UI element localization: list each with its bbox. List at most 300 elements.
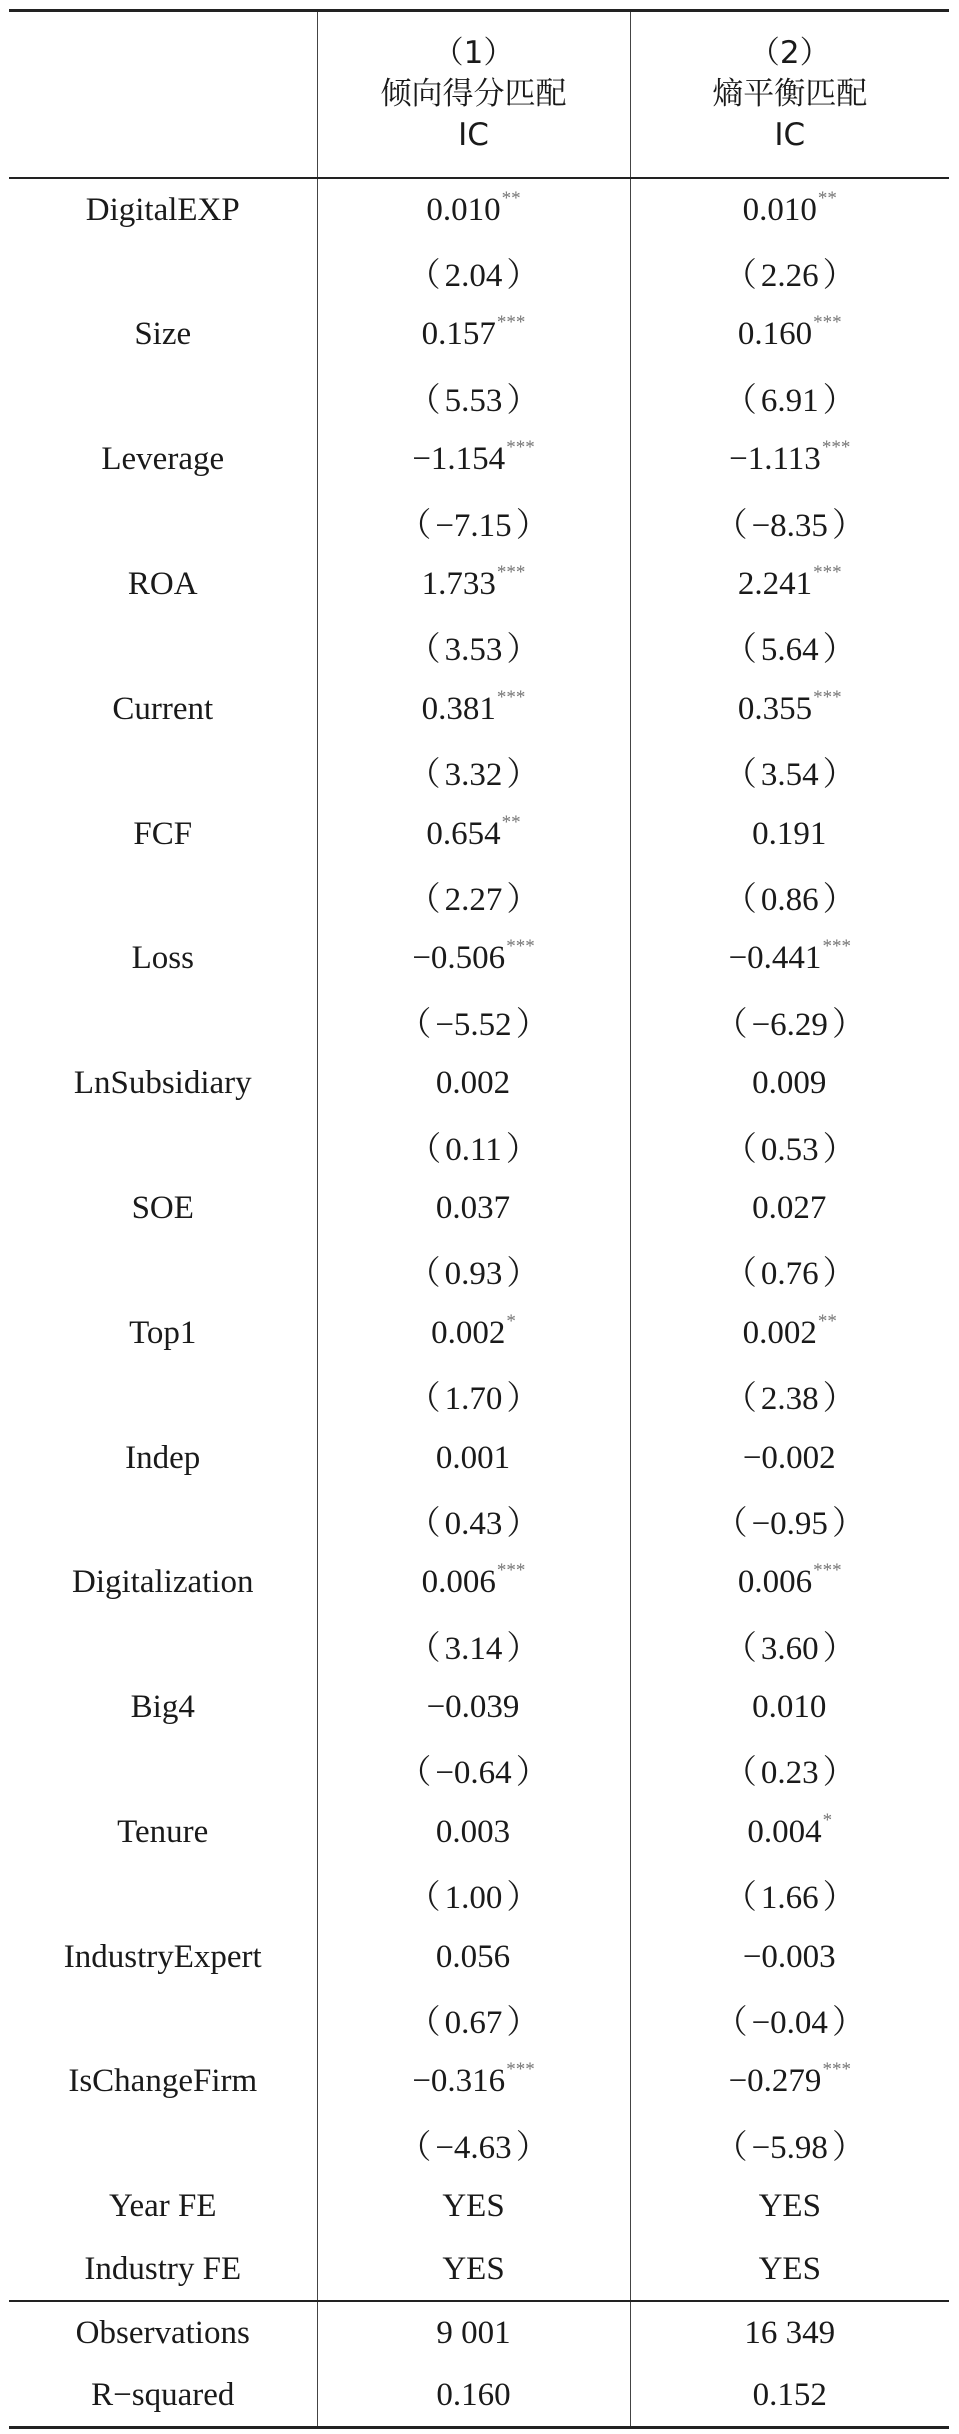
tstat-value: 0.53 [760, 1131, 819, 1168]
tstat-value: −8.35 [751, 507, 828, 544]
tstat-value: 5.64 [760, 632, 819, 669]
paren-open: （ [723, 881, 757, 918]
coef-cell-c1 [317, 928, 630, 990]
table-row [9, 803, 949, 865]
coefficient-value: 0.056 [435, 1938, 511, 1975]
table-row [9, 178, 949, 241]
table-row-tstat [9, 491, 949, 553]
coef-cell-c1 [317, 1552, 630, 1614]
tstat-cell-c1 [317, 1240, 630, 1302]
coefficient-value: −0.506 [412, 940, 506, 977]
tstat-value: 3.54 [760, 757, 819, 794]
paren-open: （ [723, 1630, 757, 1667]
paren-close: ） [506, 1505, 540, 1542]
tstat-cell-c2 [630, 366, 949, 428]
tstat-cell-c2 [630, 1115, 949, 1177]
table-row [9, 1926, 949, 1988]
header-col2 [630, 11, 949, 179]
paren-close: ） [515, 2129, 549, 2166]
fe-label: Year FE [108, 2188, 217, 2225]
tstat-cell-c1 [317, 1115, 630, 1177]
paren-open: （ [723, 1755, 757, 1792]
table-row [9, 1801, 949, 1863]
table-row-tstat [9, 1614, 949, 1676]
table-row-tstat [9, 1240, 949, 1302]
paren-close: ） [506, 382, 540, 419]
row-label: Current [112, 690, 214, 727]
summary-label: R−squared [9, 2364, 317, 2428]
fe-value-c2: YES [630, 2176, 949, 2238]
coefficient-value: 2.241 [737, 566, 813, 603]
significance-stars: *** [496, 562, 526, 584]
row-label-empty [9, 1240, 317, 1302]
tstat-cell-c2 [630, 241, 949, 303]
coef-cell-c2 [630, 304, 949, 366]
coef-cell-c1 [317, 1052, 630, 1114]
coefficient-value: −0.279 [728, 2063, 822, 2100]
row-label: SOE [131, 1189, 194, 1226]
row-label: DigitalEXP [85, 191, 240, 228]
fixed-effect-row [9, 2238, 949, 2301]
row-label: Big4 [130, 1689, 195, 1726]
paren-open: （ [714, 1505, 748, 1542]
tstat-value: 1.00 [444, 1880, 503, 1917]
paren-open: （ [398, 2129, 432, 2166]
significance-stars: *** [822, 936, 851, 958]
row-label: IsChangeFirm [68, 2063, 258, 2100]
paren-close: ） [831, 507, 865, 544]
paren-open: （ [723, 632, 757, 669]
tstat-value: 3.60 [760, 1630, 819, 1667]
summary-value-c2: 0.152 [630, 2364, 949, 2428]
header-col1 [317, 11, 630, 179]
coefficient-value: 0.160 [737, 316, 813, 353]
paren-open: （ [398, 1006, 432, 1043]
coefficient-value: −0.441 [728, 940, 822, 977]
tstat-cell-c2 [630, 616, 949, 678]
table-row [9, 678, 949, 740]
paren-open: （ [407, 2005, 441, 2042]
tstat-cell-c1 [317, 1739, 630, 1801]
tstat-cell-c2 [630, 1739, 949, 1801]
tstat-cell-c1 [317, 1489, 630, 1551]
coefficient-value: 1.733 [421, 566, 496, 603]
table-header [9, 11, 949, 179]
table-row [9, 1427, 949, 1489]
paren-open: （ [407, 258, 441, 295]
paren-close: ） [822, 1381, 856, 1418]
row-label-empty [9, 990, 317, 1052]
tstat-value: 3.32 [444, 757, 503, 794]
regression-table [9, 9, 949, 2429]
significance-stars: ** [501, 187, 521, 209]
fe-value-c2: YES [630, 2238, 949, 2301]
coef-cell-c2 [630, 928, 949, 990]
significance-stars: *** [496, 1560, 526, 1582]
paren-open: （ [714, 1006, 748, 1043]
paren-open: （ [407, 1880, 441, 1917]
coefficient-value: 0.006 [737, 1564, 813, 1601]
paren-open: （ [398, 1755, 432, 1792]
paren-open: （ [407, 632, 441, 669]
coef-cell-c2 [630, 553, 949, 615]
paren-close: ） [831, 1505, 865, 1542]
row-label: Loss [131, 940, 194, 977]
row-label-empty [9, 2113, 317, 2175]
col1-number: （1） [432, 35, 515, 71]
tstat-cell-c2 [630, 1364, 949, 1426]
row-label: Leverage [101, 441, 225, 478]
tstat-value: −0.04 [751, 2005, 828, 2042]
significance-stars: * [822, 1809, 833, 1831]
paren-close: ） [822, 632, 856, 669]
paren-close: ） [822, 1880, 856, 1917]
paren-close: ） [515, 507, 549, 544]
paren-close: ） [822, 258, 856, 295]
paren-close: ） [831, 2005, 865, 2042]
summary-row [9, 2364, 949, 2428]
row-label-empty [9, 616, 317, 678]
coef-cell-c1 [317, 1302, 630, 1364]
significance-stars: *** [813, 686, 842, 708]
fe-value-c1: YES [317, 2238, 630, 2301]
row-label-empty [9, 1988, 317, 2050]
table-row [9, 928, 949, 990]
tstat-cell-c1 [317, 1864, 630, 1926]
row-label-empty [9, 1489, 317, 1551]
row-label: Digitalization [72, 1564, 254, 1601]
tstat-cell-c2 [630, 491, 949, 553]
header-corner [9, 11, 317, 179]
coef-cell-c2 [630, 1676, 949, 1738]
paren-open: （ [407, 382, 441, 419]
row-label-empty [9, 1364, 317, 1426]
paren-close: ） [822, 1755, 856, 1792]
tstat-value: 6.91 [760, 382, 819, 419]
paren-open: （ [723, 1880, 757, 1917]
fe-label: Industry FE [84, 2250, 242, 2287]
paren-open: （ [723, 757, 757, 794]
paren-close: ） [506, 757, 540, 794]
coef-cell-c2 [630, 1552, 949, 1614]
paren-close: ） [506, 2005, 540, 2042]
row-label-empty [9, 241, 317, 303]
summary-label: Observations [9, 2301, 317, 2364]
tstat-value: 0.11 [445, 1131, 502, 1168]
tstat-value: 0.67 [444, 2005, 503, 2042]
tstat-cell-c1 [317, 990, 630, 1052]
paren-open: （ [407, 1505, 441, 1542]
paren-close: ） [506, 881, 540, 918]
coefficient-value: 0.191 [752, 815, 827, 852]
paren-close: ） [506, 632, 540, 669]
tstat-value: −6.29 [751, 1006, 828, 1043]
paren-close: ） [831, 1006, 865, 1043]
significance-stars: ** [817, 1310, 837, 1332]
coef-cell-c2 [630, 803, 949, 865]
paren-close: ） [506, 1381, 540, 1418]
paren-open: （ [723, 1381, 757, 1418]
tstat-value: 2.38 [760, 1381, 819, 1418]
table-row-tstat [9, 1988, 949, 2050]
coef-cell-c1 [317, 553, 630, 615]
coef-cell-c1 [317, 1427, 630, 1489]
coefficient-value: −0.039 [426, 1689, 520, 1726]
coefficient-value: 0.009 [752, 1065, 827, 1102]
coefficient-value: 0.157 [421, 316, 496, 353]
coef-cell-c2 [630, 1801, 949, 1863]
paren-close: ） [822, 881, 856, 918]
tstat-value: −0.64 [435, 1755, 512, 1792]
tstat-value: 1.70 [444, 1381, 503, 1418]
row-label-empty [9, 366, 317, 428]
table-row-tstat [9, 241, 949, 303]
tstat-value: 2.04 [444, 258, 503, 295]
tstat-cell-c1 [317, 2113, 630, 2175]
col1-title: 倾向得分匹配 [380, 76, 567, 112]
tstat-value: 0.43 [444, 1505, 503, 1542]
tstat-value: 0.93 [444, 1256, 503, 1293]
col2-number: （2） [748, 35, 831, 71]
significance-stars: *** [813, 1560, 842, 1582]
table-row [9, 1552, 949, 1614]
row-label-empty [9, 491, 317, 553]
table-row-tstat [9, 1364, 949, 1426]
row-label-empty [9, 865, 317, 927]
coefficient-value: 0.037 [435, 1189, 511, 1226]
coef-cell-c1 [317, 803, 630, 865]
paren-open: （ [714, 507, 748, 544]
paren-close: ） [506, 1880, 540, 1917]
coef-cell-c1 [317, 1676, 630, 1738]
significance-stars: ** [501, 811, 521, 833]
coefficient-value: 0.002 [431, 1314, 506, 1351]
tstat-cell-c2 [630, 2113, 949, 2175]
tstat-cell-c2 [630, 1988, 949, 2050]
coefficient-value: 0.010 [742, 191, 817, 228]
table-row-tstat [9, 616, 949, 678]
paren-open: （ [407, 881, 441, 918]
tstat-value: −5.98 [751, 2129, 828, 2166]
tstat-cell-c1 [317, 241, 630, 303]
table-row-tstat [9, 366, 949, 428]
row-label-empty [9, 741, 317, 803]
significance-stars: *** [506, 2059, 535, 2081]
coef-cell-c2 [630, 1177, 949, 1239]
table-row [9, 553, 949, 615]
coefficient-value: −0.002 [742, 1439, 836, 1476]
table-row-tstat [9, 2113, 949, 2175]
row-label: Tenure [117, 1813, 209, 1850]
coefficient-value: 0.001 [435, 1439, 511, 1476]
row-label: Top1 [129, 1314, 197, 1351]
table-row-tstat [9, 1115, 949, 1177]
significance-stars: *** [506, 437, 535, 459]
tstat-cell-c2 [630, 1864, 949, 1926]
paren-close: ） [822, 757, 856, 794]
coef-cell-c2 [630, 678, 949, 740]
paren-open: （ [723, 258, 757, 295]
coefficient-value: 0.027 [752, 1189, 827, 1226]
coef-cell-c1 [317, 1801, 630, 1863]
paren-open: （ [398, 507, 432, 544]
paren-close: ） [505, 1131, 539, 1168]
coefficient-value: 0.010 [426, 191, 501, 228]
coefficient-value: −1.154 [412, 441, 506, 478]
table-footer [9, 2301, 949, 2428]
coef-cell-c1 [317, 678, 630, 740]
table-row-tstat [9, 1739, 949, 1801]
tstat-value: 3.53 [444, 632, 503, 669]
summary-row [9, 2301, 949, 2364]
paren-open: （ [714, 2129, 748, 2166]
tstat-value: 5.53 [444, 382, 503, 419]
row-label: ROA [127, 566, 198, 603]
table-row [9, 1302, 949, 1364]
coef-cell-c2 [630, 178, 949, 241]
coef-cell-c2 [630, 429, 949, 491]
tstat-cell-c1 [317, 1988, 630, 2050]
row-label: Indep [125, 1439, 201, 1476]
coefficient-value: 0.004 [747, 1813, 822, 1850]
tstat-value: 0.23 [760, 1755, 819, 1792]
table-row-tstat [9, 1864, 949, 1926]
coefficient-value: 0.006 [421, 1564, 496, 1601]
summary-value-c2: 16 349 [630, 2301, 949, 2364]
paren-open: （ [408, 1131, 442, 1168]
coef-cell-c1 [317, 178, 630, 241]
row-label: LnSubsidiary [73, 1065, 252, 1102]
tstat-value: 0.76 [760, 1256, 819, 1293]
tstat-value: 2.26 [760, 258, 819, 295]
tstat-cell-c1 [317, 1364, 630, 1426]
tstat-cell-c1 [317, 865, 630, 927]
significance-stars: *** [496, 312, 526, 334]
coefficient-value: −0.003 [742, 1938, 836, 1975]
significance-stars: *** [813, 312, 842, 334]
col1-dependent-var: IC [458, 117, 489, 153]
row-label-empty [9, 1864, 317, 1926]
row-label: Size [134, 316, 192, 353]
col2-title: 熵平衡匹配 [712, 76, 868, 112]
row-label-empty [9, 1614, 317, 1676]
table-row [9, 1177, 949, 1239]
paren-close: ） [831, 2129, 865, 2166]
significance-stars: * [506, 1310, 516, 1332]
tstat-cell-c1 [317, 1614, 630, 1676]
significance-stars: *** [821, 437, 851, 459]
paren-close: ） [822, 382, 856, 419]
paren-open: （ [714, 2005, 748, 2042]
significance-stars: ** [817, 187, 837, 209]
paren-close: ） [515, 1755, 549, 1792]
tstat-value: 3.14 [444, 1630, 503, 1667]
table-body [9, 178, 949, 2301]
paren-close: ） [506, 1256, 540, 1293]
paren-open: （ [723, 1131, 757, 1168]
coef-cell-c2 [630, 1052, 949, 1114]
table-row [9, 304, 949, 366]
coef-cell-c1 [317, 1926, 630, 1988]
tstat-cell-c2 [630, 741, 949, 803]
paren-open: （ [723, 1256, 757, 1293]
paren-close: ） [515, 1006, 549, 1043]
tstat-cell-c2 [630, 990, 949, 1052]
paren-close: ） [506, 1630, 540, 1667]
paren-open: （ [407, 1630, 441, 1667]
coef-cell-c2 [630, 1302, 949, 1364]
significance-stars: *** [496, 686, 526, 708]
tstat-value: −4.63 [435, 2129, 512, 2166]
coef-cell-c2 [630, 1926, 949, 1988]
tstat-value: −0.95 [751, 1505, 828, 1542]
tstat-value: −7.15 [435, 507, 512, 544]
table-row [9, 2051, 949, 2113]
table-row-tstat [9, 741, 949, 803]
tstat-cell-c1 [317, 741, 630, 803]
fe-value-c1: YES [317, 2176, 630, 2238]
table-row-tstat [9, 865, 949, 927]
significance-stars: *** [506, 936, 535, 958]
summary-value-c1: 9 001 [317, 2301, 630, 2364]
row-label: FCF [133, 815, 193, 852]
coef-cell-c1 [317, 1177, 630, 1239]
paren-open: （ [407, 1381, 441, 1418]
coefficient-value: −0.316 [412, 2063, 506, 2100]
coefficient-value: 0.381 [421, 690, 496, 727]
tstat-cell-c1 [317, 616, 630, 678]
table-row-tstat [9, 1489, 949, 1551]
coefficient-value: −1.113 [729, 441, 821, 478]
coefficient-value: 0.355 [737, 690, 813, 727]
row-label: IndustryExpert [63, 1938, 262, 1975]
tstat-cell-c2 [630, 1614, 949, 1676]
tstat-cell-c2 [630, 1240, 949, 1302]
tstat-cell-c1 [317, 366, 630, 428]
row-label-empty [9, 1115, 317, 1177]
paren-close: ） [822, 1131, 856, 1168]
tstat-cell-c2 [630, 1489, 949, 1551]
paren-open: （ [723, 382, 757, 419]
coef-cell-c2 [630, 1427, 949, 1489]
col2-dependent-var: IC [774, 117, 806, 153]
tstat-cell-c1 [317, 491, 630, 553]
summary-value-c1: 0.160 [317, 2364, 630, 2428]
tstat-value: 1.66 [760, 1880, 819, 1917]
paren-close: ） [822, 1630, 856, 1667]
table-row [9, 1676, 949, 1738]
paren-open: （ [407, 757, 441, 794]
tstat-value: 0.86 [760, 881, 819, 918]
paren-open: （ [407, 1256, 441, 1293]
coefficient-value: 0.002 [742, 1314, 817, 1351]
coef-cell-c1 [317, 304, 630, 366]
coef-cell-c2 [630, 2051, 949, 2113]
fixed-effect-row [9, 2176, 949, 2238]
coef-cell-c1 [317, 2051, 630, 2113]
coef-cell-c1 [317, 429, 630, 491]
coefficient-value: 0.654 [426, 815, 501, 852]
tstat-cell-c2 [630, 865, 949, 927]
coefficient-value: 0.010 [752, 1689, 827, 1726]
coefficient-value: 0.002 [435, 1065, 511, 1102]
significance-stars: *** [813, 562, 842, 584]
row-label-empty [9, 1739, 317, 1801]
table-row [9, 429, 949, 491]
coefficient-value: 0.003 [435, 1813, 511, 1850]
paren-close: ） [822, 1256, 856, 1293]
tstat-value: −5.52 [435, 1006, 512, 1043]
